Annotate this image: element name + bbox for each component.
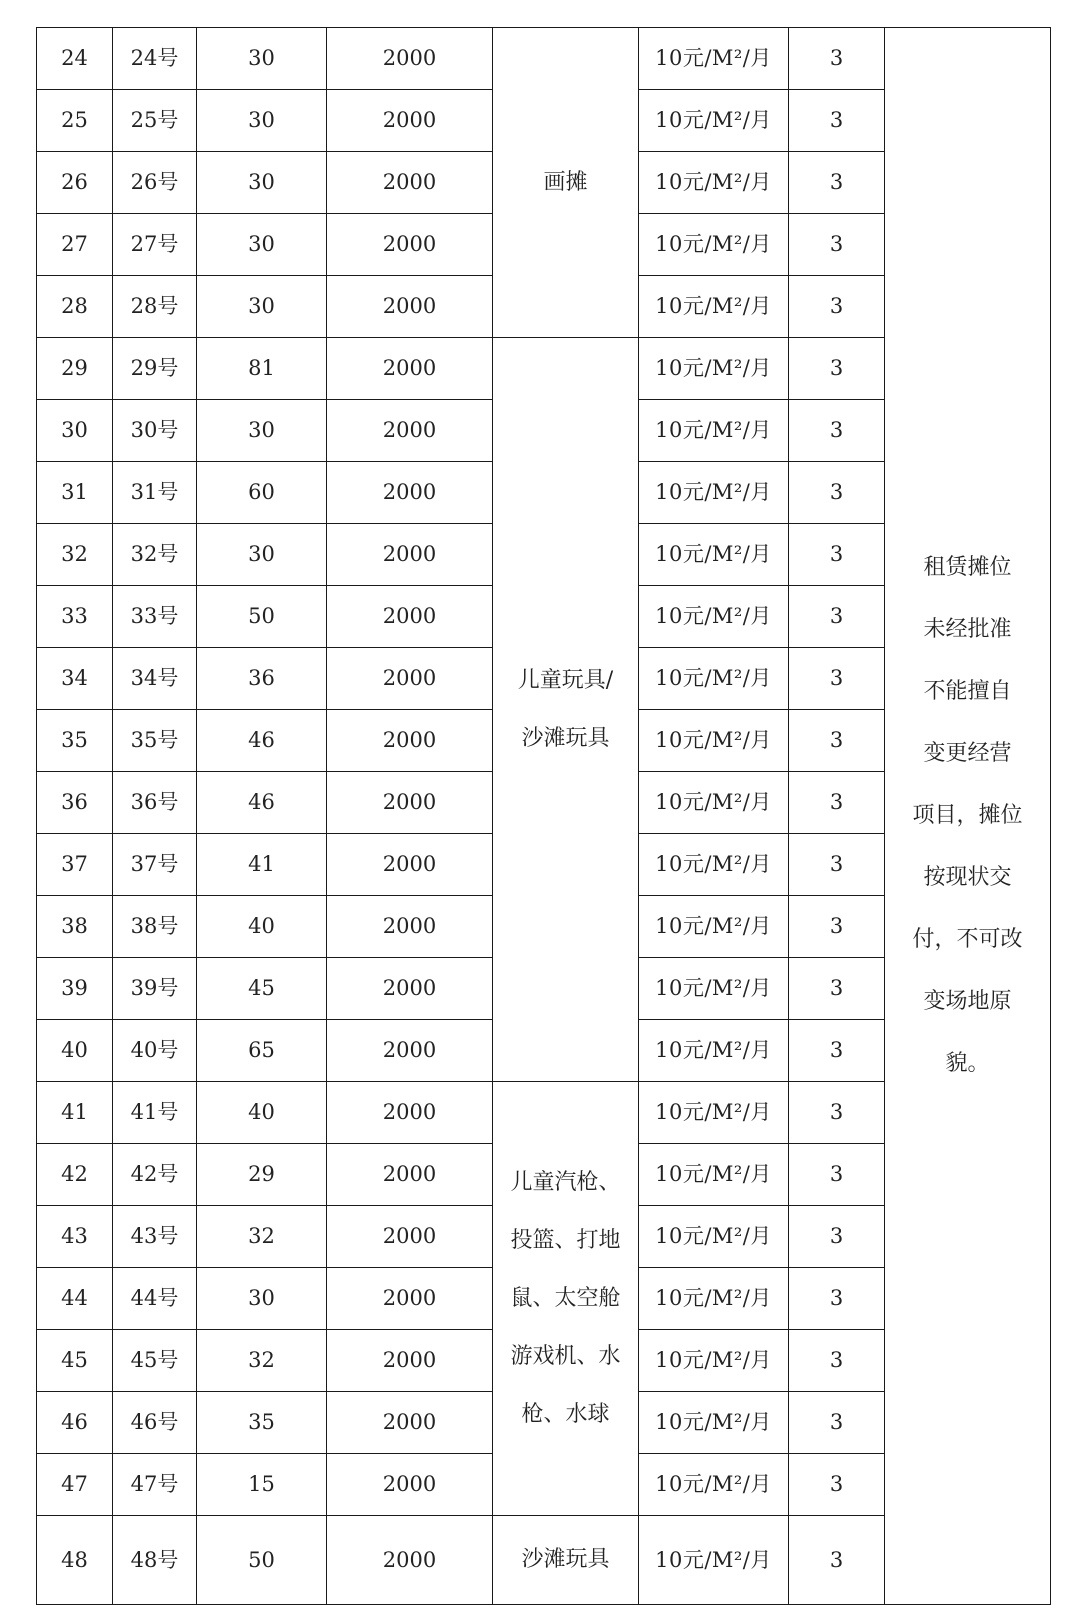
- cell-rent: 10元/M²/月: [639, 400, 789, 462]
- cell-rent: 10元/M²/月: [639, 462, 789, 524]
- category-line: 游戏机、水: [510, 1343, 621, 1369]
- cell-deposit: 2000: [327, 958, 493, 1020]
- cell-stall: 26号: [113, 152, 197, 214]
- cell-stall: 41号: [113, 1082, 197, 1144]
- cell-stall: 33号: [113, 586, 197, 648]
- cell-stall: 30号: [113, 400, 197, 462]
- category-line: 沙滩玩具: [521, 725, 610, 751]
- cell-term: 3: [789, 1020, 885, 1082]
- cell-no: 29: [37, 338, 113, 400]
- category-line: 儿童玩具/: [517, 667, 614, 693]
- cell-area: 30: [197, 276, 327, 338]
- cell-no: 25: [37, 90, 113, 152]
- note-line: 貌。: [945, 1051, 990, 1076]
- cell-no: 39: [37, 958, 113, 1020]
- cell-stall: 36号: [113, 772, 197, 834]
- cell-rent: 10元/M²/月: [639, 834, 789, 896]
- cell-term: 3: [789, 276, 885, 338]
- cell-deposit: 2000: [327, 276, 493, 338]
- cell-rent: 10元/M²/月: [639, 28, 789, 90]
- cell-term: 3: [789, 462, 885, 524]
- category-line: 枪、水球: [521, 1401, 610, 1427]
- cell-deposit: 2000: [327, 1454, 493, 1516]
- cell-term: 3: [789, 1516, 885, 1605]
- category-painting: [493, 28, 639, 338]
- cell-area: 30: [197, 90, 327, 152]
- cell-rent: 10元/M²/月: [639, 1516, 789, 1605]
- cell-no: 38: [37, 896, 113, 958]
- cell-deposit: 2000: [327, 1268, 493, 1330]
- cell-rent: 10元/M²/月: [639, 958, 789, 1020]
- cell-no: 33: [37, 586, 113, 648]
- cell-stall: 39号: [113, 958, 197, 1020]
- cell-term: 3: [789, 28, 885, 90]
- cell-stall: 38号: [113, 896, 197, 958]
- note-line: 按现状交: [923, 865, 1012, 890]
- stall-rental-table: [36, 27, 1051, 1605]
- cell-area: 41: [197, 834, 327, 896]
- cell-term: 3: [789, 214, 885, 276]
- cell-area: 36: [197, 648, 327, 710]
- cell-area: 32: [197, 1330, 327, 1392]
- cell-no: 47: [37, 1454, 113, 1516]
- cell-term: 3: [789, 524, 885, 586]
- cell-rent: 10元/M²/月: [639, 1268, 789, 1330]
- cell-term: 3: [789, 1268, 885, 1330]
- cell-area: 50: [197, 1516, 327, 1605]
- cell-no: 42: [37, 1144, 113, 1206]
- category-line: 鼠、太空舱: [510, 1285, 621, 1311]
- cell-area: 30: [197, 400, 327, 462]
- cell-no: 28: [37, 276, 113, 338]
- category-beach: [493, 1516, 639, 1605]
- cell-area: 46: [197, 772, 327, 834]
- cell-no: 27: [37, 214, 113, 276]
- note-line: 变场地原: [923, 989, 1012, 1014]
- cell-term: 3: [789, 710, 885, 772]
- cell-area: 45: [197, 958, 327, 1020]
- cell-deposit: 2000: [327, 338, 493, 400]
- note-line: 变更经营: [923, 741, 1012, 766]
- cell-deposit: 2000: [327, 1330, 493, 1392]
- cell-deposit: 2000: [327, 152, 493, 214]
- cell-rent: 10元/M²/月: [639, 1454, 789, 1516]
- cell-area: 35: [197, 1392, 327, 1454]
- cell-rent: 10元/M²/月: [639, 276, 789, 338]
- cell-term: 3: [789, 90, 885, 152]
- cell-rent: 10元/M²/月: [639, 1144, 789, 1206]
- cell-area: 50: [197, 586, 327, 648]
- cell-area: 40: [197, 1082, 327, 1144]
- cell-deposit: 2000: [327, 462, 493, 524]
- cell-term: 3: [789, 896, 885, 958]
- cell-no: 35: [37, 710, 113, 772]
- cell-deposit: 2000: [327, 834, 493, 896]
- cell-deposit: 2000: [327, 28, 493, 90]
- cell-stall: 24号: [113, 28, 197, 90]
- cell-term: 3: [789, 1454, 885, 1516]
- cell-deposit: 2000: [327, 586, 493, 648]
- cell-term: 3: [789, 586, 885, 648]
- cell-stall: 27号: [113, 214, 197, 276]
- cell-area: 30: [197, 152, 327, 214]
- cell-stall: 45号: [113, 1330, 197, 1392]
- cell-stall: 25号: [113, 90, 197, 152]
- cell-stall: 31号: [113, 462, 197, 524]
- cell-no: 40: [37, 1020, 113, 1082]
- cell-area: 32: [197, 1206, 327, 1268]
- cell-rent: 10元/M²/月: [639, 90, 789, 152]
- cell-rent: 10元/M²/月: [639, 338, 789, 400]
- cell-rent: 10元/M²/月: [639, 648, 789, 710]
- cell-no: 44: [37, 1268, 113, 1330]
- cell-term: 3: [789, 1206, 885, 1268]
- cell-no: 24: [37, 28, 113, 90]
- cell-stall: 40号: [113, 1020, 197, 1082]
- cell-rent: 10元/M²/月: [639, 1082, 789, 1144]
- cell-term: 3: [789, 152, 885, 214]
- cell-term: 3: [789, 400, 885, 462]
- cell-stall: 32号: [113, 524, 197, 586]
- cell-no: 37: [37, 834, 113, 896]
- cell-deposit: 2000: [327, 1082, 493, 1144]
- cell-rent: 10元/M²/月: [639, 214, 789, 276]
- cell-stall: 34号: [113, 648, 197, 710]
- cell-deposit: 2000: [327, 1392, 493, 1454]
- cell-no: 46: [37, 1392, 113, 1454]
- cell-term: 3: [789, 834, 885, 896]
- cell-area: 60: [197, 462, 327, 524]
- cell-no: 36: [37, 772, 113, 834]
- table-row: [37, 28, 1051, 90]
- cell-deposit: 2000: [327, 214, 493, 276]
- cell-stall: 42号: [113, 1144, 197, 1206]
- category-line: 画摊: [543, 169, 588, 195]
- cell-term: 3: [789, 1144, 885, 1206]
- category-games: [493, 1082, 639, 1516]
- cell-area: 30: [197, 1268, 327, 1330]
- cell-rent: 10元/M²/月: [639, 524, 789, 586]
- cell-no: 45: [37, 1330, 113, 1392]
- cell-area: 30: [197, 28, 327, 90]
- cell-term: 3: [789, 1330, 885, 1392]
- cell-stall: 46号: [113, 1392, 197, 1454]
- cell-stall: 28号: [113, 276, 197, 338]
- cell-rent: 10元/M²/月: [639, 1206, 789, 1268]
- cell-stall: 29号: [113, 338, 197, 400]
- cell-deposit: 2000: [327, 1516, 493, 1605]
- cell-no: 30: [37, 400, 113, 462]
- cell-deposit: 2000: [327, 710, 493, 772]
- category-line: 儿童汽枪、: [510, 1169, 621, 1195]
- cell-stall: 35号: [113, 710, 197, 772]
- note-line: 未经批准: [923, 617, 1012, 642]
- cell-rent: 10元/M²/月: [639, 1330, 789, 1392]
- cell-stall: 47号: [113, 1454, 197, 1516]
- cell-deposit: 2000: [327, 90, 493, 152]
- cell-no: 43: [37, 1206, 113, 1268]
- cell-stall: 48号: [113, 1516, 197, 1605]
- cell-area: 46: [197, 710, 327, 772]
- cell-stall: 44号: [113, 1268, 197, 1330]
- cell-no: 31: [37, 462, 113, 524]
- category-line: 投篮、打地: [510, 1227, 621, 1253]
- cell-rent: 10元/M²/月: [639, 1392, 789, 1454]
- cell-no: 41: [37, 1082, 113, 1144]
- cell-rent: 10元/M²/月: [639, 1020, 789, 1082]
- cell-area: 30: [197, 214, 327, 276]
- cell-stall: 37号: [113, 834, 197, 896]
- note-line: 项目，摊位: [912, 803, 1023, 828]
- cell-rent: 10元/M²/月: [639, 152, 789, 214]
- cell-deposit: 2000: [327, 772, 493, 834]
- cell-deposit: 2000: [327, 896, 493, 958]
- cell-term: 3: [789, 958, 885, 1020]
- lease-note: [885, 28, 1051, 1605]
- note-line: 不能擅自: [923, 679, 1012, 704]
- cell-no: 32: [37, 524, 113, 586]
- cell-rent: 10元/M²/月: [639, 772, 789, 834]
- cell-term: 3: [789, 648, 885, 710]
- cell-no: 34: [37, 648, 113, 710]
- cell-area: 40: [197, 896, 327, 958]
- note-line: 租赁摊位: [923, 555, 1012, 580]
- category-line: 沙滩玩具: [521, 1547, 610, 1572]
- cell-deposit: 2000: [327, 1144, 493, 1206]
- cell-stall: 43号: [113, 1206, 197, 1268]
- cell-term: 3: [789, 338, 885, 400]
- cell-deposit: 2000: [327, 400, 493, 462]
- cell-area: 81: [197, 338, 327, 400]
- cell-area: 65: [197, 1020, 327, 1082]
- cell-rent: 10元/M²/月: [639, 710, 789, 772]
- cell-term: 3: [789, 772, 885, 834]
- cell-no: 26: [37, 152, 113, 214]
- cell-term: 3: [789, 1392, 885, 1454]
- category-toys: [493, 338, 639, 1082]
- cell-area: 15: [197, 1454, 327, 1516]
- cell-term: 3: [789, 1082, 885, 1144]
- cell-deposit: 2000: [327, 1020, 493, 1082]
- cell-area: 30: [197, 524, 327, 586]
- cell-deposit: 2000: [327, 648, 493, 710]
- cell-deposit: 2000: [327, 1206, 493, 1268]
- cell-no: 48: [37, 1516, 113, 1605]
- cell-area: 29: [197, 1144, 327, 1206]
- cell-rent: 10元/M²/月: [639, 586, 789, 648]
- cell-deposit: 2000: [327, 524, 493, 586]
- cell-rent: 10元/M²/月: [639, 896, 789, 958]
- note-line: 付，不可改: [912, 927, 1023, 952]
